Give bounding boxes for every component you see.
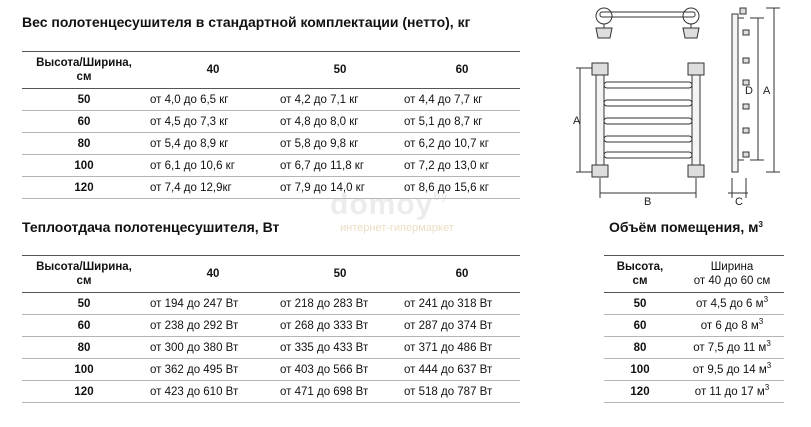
row-height: 100 [22,155,146,177]
volume-table-header [604,256,784,293]
dimension-a-left-label: A [573,115,581,127]
volume-row-label-line1: Высота, [616,261,664,273]
watermark-sub: интернет-гипермаркет [340,222,454,234]
weight-row-label-line1: Высота/Ширина, [36,57,132,69]
table-cell: от 194 до 247 Вт [146,293,276,315]
table-row [22,359,520,381]
table-cell: от 238 до 292 Вт [146,315,276,337]
table-cell [676,359,784,381]
dimension-c-label: C [735,196,743,208]
heat-table-header [22,256,520,293]
weight-table-header [22,52,520,89]
heat-col-60: 60 [400,256,520,293]
table-cell: от 371 до 486 Вт [400,337,520,359]
table-cell: от 7,9 до 14,0 кг [276,177,400,199]
table-cell: от 4,5 до 7,3 кг [146,111,276,133]
volume-sup: 3 [758,316,764,326]
row-height: 50 [22,293,146,315]
volume-sup: 3 [766,360,772,370]
table-cell: от 5,8 до 9,8 кг [276,133,400,155]
table-cell: от 362 до 495 Вт [146,359,276,381]
row-height: 60 [22,111,146,133]
table-cell: от 4,4 до 7,7 кг [400,89,520,111]
volume-value: от 7,5 до 11 м [693,341,767,354]
row-height: 60 [604,315,676,337]
row-height: 80 [604,337,676,359]
volume-title-text: Объём помещения, м [609,219,759,235]
table-row [22,155,520,177]
table-cell: от 5,4 до 8,9 кг [146,133,276,155]
volume-col-head [676,256,784,293]
volume-row-label-line2: см [632,275,648,287]
table-cell [676,315,784,337]
weight-col-40: 40 [146,52,276,89]
table-cell: от 300 до 380 Вт [146,337,276,359]
side-view-drawing [728,8,780,198]
table-cell: от 4,2 до 7,1 кг [276,89,400,111]
table-cell [676,293,784,315]
row-height: 120 [22,177,146,199]
row-height: 80 [22,337,146,359]
weight-table-title: Вес полотенцесушителя в стандартной комплектации (нетто), кг [22,14,471,30]
volume-sup: 3 [763,294,769,304]
volume-value: от 4,5 до 6 м [695,297,764,310]
front-view-drawing [576,63,704,198]
weight-row-label-line2: см [76,71,92,83]
table-cell: от 6,2 до 10,7 кг [400,133,520,155]
watermark-logo [330,188,448,222]
table-cell: от 403 до 566 Вт [276,359,400,381]
dimension-b-label: B [644,196,652,208]
row-height: 100 [604,359,676,381]
towel-rail-diagram [570,0,811,210]
dimension-d-label: D [745,85,753,97]
row-height: 50 [604,293,676,315]
table-cell: от 423 до 610 Вт [146,381,276,403]
top-view-drawing [596,8,699,38]
table-cell: от 8,6 до 15,6 кг [400,177,520,199]
table-row [604,293,784,315]
table-cell: от 5,1 до 8,7 кг [400,111,520,133]
table-row [22,337,520,359]
table-row [604,381,784,403]
volume-row-label [604,256,676,293]
dimension-a-right-label: A [763,85,771,97]
heat-table [22,255,520,403]
table-row [22,381,520,403]
heat-row-label-line2: см [76,275,92,287]
row-height: 100 [22,359,146,381]
volume-sup: 3 [764,382,770,392]
row-height: 120 [22,381,146,403]
weight-col-50: 50 [276,52,400,89]
table-cell: от 6,1 до 10,6 кг [146,155,276,177]
weight-table [22,51,520,199]
table-row [22,133,520,155]
volume-value: от 6 до 8 м [700,319,759,332]
heat-col-40: 40 [146,256,276,293]
table-row [604,337,784,359]
volume-table [604,255,784,403]
heat-col-50: 50 [276,256,400,293]
volume-sup: 3 [766,338,771,348]
watermark-main: domoy [330,188,434,221]
volume-table-title [609,219,763,235]
table-cell: от 218 до 283 Вт [276,293,400,315]
table-cell: от 471 до 698 Вт [276,381,400,403]
table-cell: от 241 до 318 Вт [400,293,520,315]
table-row [22,111,520,133]
heat-row-label-line1: Высота/Ширина, [36,261,132,273]
volume-title-sup: 3 [758,220,763,229]
table-cell [676,381,784,403]
row-height: 120 [604,381,676,403]
table-row [22,293,520,315]
table-cell: от 335 до 433 Вт [276,337,400,359]
volume-value: от 9,5 до 14 м [692,363,767,376]
volume-col-line1: Ширина [710,261,754,273]
weight-col-60: 60 [400,52,520,89]
row-height: 50 [22,89,146,111]
table-cell: от 287 до 374 Вт [400,315,520,337]
table-cell: от 4,0 до 6,5 кг [146,89,276,111]
weight-row-label [22,52,146,89]
table-cell: от 268 до 333 Вт [276,315,400,337]
table-cell: от 518 до 787 Вт [400,381,520,403]
table-cell: от 7,2 до 13,0 кг [400,155,520,177]
heat-table-title: Теплоотдача полотенцесушителя, Вт [22,219,280,235]
table-cell: от 444 до 637 Вт [400,359,520,381]
table-row [604,315,784,337]
heat-row-label [22,256,146,293]
table-cell: от 6,7 до 11,8 кг [276,155,400,177]
row-height: 80 [22,133,146,155]
volume-col-line2: от 40 до 60 см [693,275,771,287]
row-height: 60 [22,315,146,337]
table-row [22,89,520,111]
watermark-suffix: by [433,191,449,203]
table-cell: от 7,4 до 12,9кг [146,177,276,199]
table-row [604,359,784,381]
table-cell: от 4,8 до 8,0 кг [276,111,400,133]
table-cell [676,337,784,359]
volume-value: от 11 до 17 м [694,385,765,398]
table-row [22,315,520,337]
